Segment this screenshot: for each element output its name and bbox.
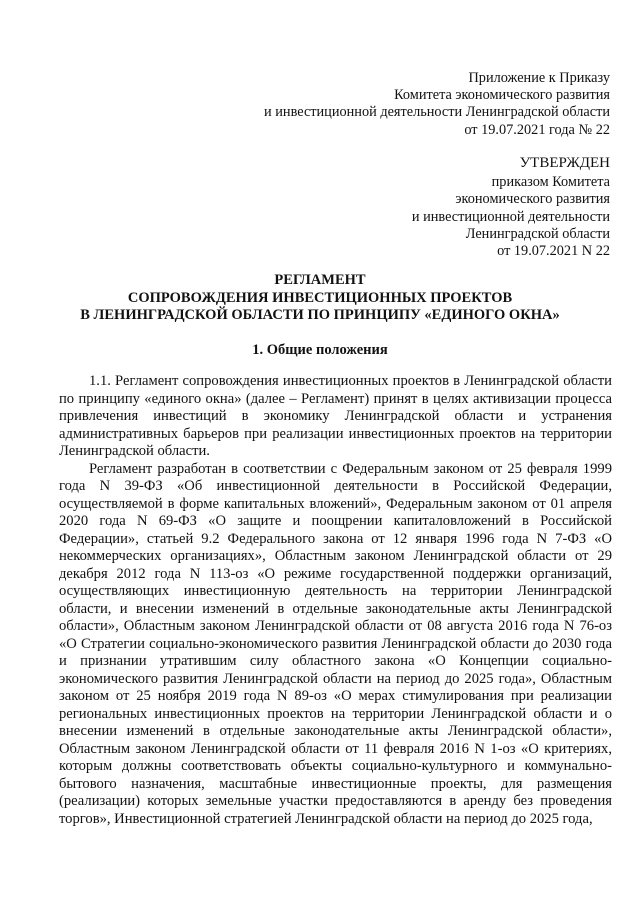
section-heading: 1. Общие положения [252, 342, 388, 358]
paragraph: Регламент разработан в соответствии с Федеральным законом от 25 февраля 1999 года N 39-ФЗ «Об инвестиционной деятельности в Российской Федерации, осуществляемой в форме капитальных вложений», Федеральным законом от 01 апреля 2020 года N 69-ФЗ «О защите и поощрении капиталовложений в Российской Федерации», статьей 9.2 Федерального закона от 12 января 1996 года N 7-ФЗ «О некоммерческих организациях», Областным законом Ленинградской области от 29 декабря 2012 года N 113-оз «О режиме государственной поддержки организаций, осуществляющих инвестиционную деятельность на территории Ленинградской области, и внесении изменений в отдельные законодательные акты Ленинградской области», Областным законом Ленинградской области от 08 августа 2016 года N 76-оз «О Стратегии социально-экономического развития Ленинградской области до 2030 года и признании утратившим силу областного закона «О Концепции социально-экономического развития Ленинградской области на период до 2025 года», Областным законом от 25 ноября 2019 года N 89-оз «О мерах стимулирования при реализации региональных инвестиционных проектов на территории Ленинградской области и о внесении изменений в отдельные законодательные акты Ленинградской области», Областным законом Ленинградской области от 11 февраля 2016 N 1-оз «О критериях, которым должны соответствовать объекты социально-культурного и коммунально-бытового назначения, масштабные инвестиционные проекты, для размещения (реализации) которых земельные участки предоставляются в аренду без проведения торгов», Инвестиционной стратегией Ленинградской области на период до 2025 года, [59, 460, 612, 827]
approval-line: экономического развития [455, 191, 610, 208]
annex-line: Приложение к Приказу [468, 70, 610, 86]
approval-line: и инвестиционной деятельности [411, 208, 610, 225]
annex-header [264, 70, 610, 139]
approval-block [412, 155, 610, 260]
paragraph: 1.1. Регламент сопровождения инвестиционных проектов в Ленинградской области по принципу «единого окна» (далее – Регламент) принят в целях активизации процесса привлечения инвестиций в экономику Ленинградской области и устранения административных барьеров при реализации инвестиционных проектов на территории Ленинградской области. [59, 373, 612, 459]
title-line: СОПРОВОЖДЕНИЯ ИНВЕСТИЦИОННЫХ ПРОЕКТОВ [127, 289, 513, 306]
annex-line: и инвестиционной деятельности Ленинградской области [264, 104, 610, 121]
annex-line: Комитета экономического развития [394, 87, 610, 104]
approval-date: от 19.07.2021 N 22 [497, 243, 610, 260]
title-line: В ЛЕНИНГРАДСКОЙ ОБЛАСТИ ПО ПРИНЦИПУ «ЕДИНОГО ОКНА» [80, 307, 560, 323]
title-line: РЕГЛАМЕНТ [274, 272, 366, 288]
section-body [59, 373, 612, 828]
annex-date: от 19.07.2021 года № 22 [464, 121, 610, 138]
approval-title: УТВЕРЖДЕН [519, 155, 610, 171]
document-title [0, 272, 640, 325]
approval-line: Ленинградской области [465, 225, 610, 242]
approval-line: приказом Комитета [491, 174, 610, 191]
